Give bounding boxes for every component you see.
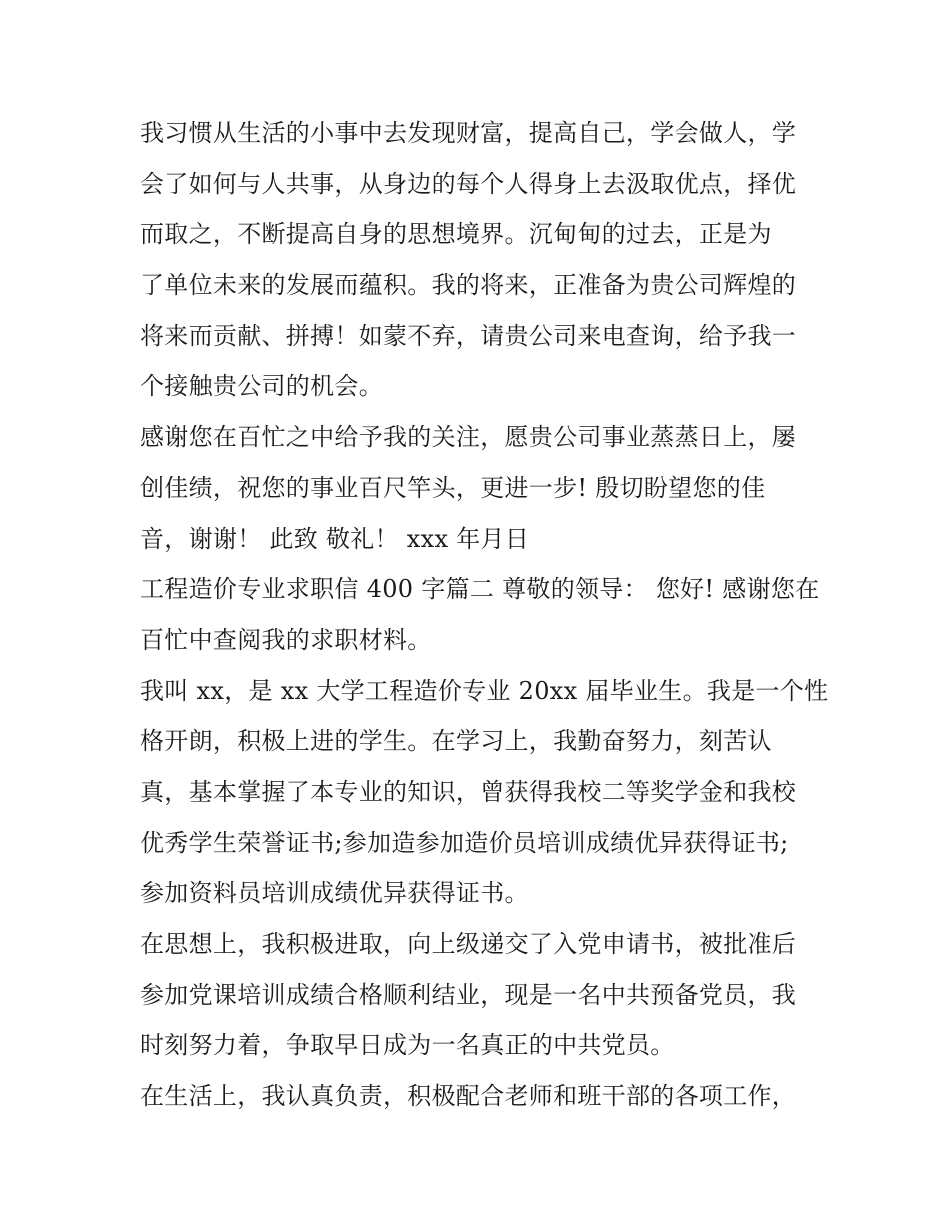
text-line: 了单位未来的发展而蕴积。我的将来，正准备为贵公司辉煌的 — [140, 271, 797, 300]
letter-body — [140, 108, 830, 1122]
text-line: 工程造价专业求职信 400 字篇二 尊敬的领导： 您好! 感谢您在 — [140, 575, 820, 604]
text-line: 我叫 xx，是 xx 大学工程造价专业 20xx 届毕业生。我是一个性 — [140, 676, 829, 705]
text-line: 感谢您在百忙之中给予我的关注，愿贵公司事业蒸蒸日上，屡 — [140, 423, 797, 452]
text-line: 真，基本掌握了本专业的知识，曾获得我校二等奖学金和我校 — [140, 777, 797, 806]
text-line: 百忙中查阅我的求职材料。 — [140, 625, 432, 654]
text-line: 优秀学生荣誉证书;参加造参加造价员培训成绩优异获得证书; — [140, 828, 789, 857]
text-line: 我习惯从生活的小事中去发现财富，提高自己，学会做人，学 — [140, 119, 797, 147]
text-line: 在思想上，我积极进取，向上级递交了入党申请书，被批准后 — [140, 930, 797, 958]
text-line: 参加资料员培训成绩优异获得证书。 — [140, 879, 529, 908]
text-line: 创佳绩，祝您的事业百尺竿头，更进一步! 殷切盼望您的佳 — [140, 473, 766, 502]
text-line: 会了如何与人共事，从身边的每个人得身上去汲取优点，择优 — [140, 169, 797, 198]
text-line: 而取之，不断提高自身的思想境界。沉甸甸的过去，正是为 — [140, 220, 772, 249]
text-line: 参加党课培训成绩合格顺利结业，现是一名中共预备党员，我 — [140, 980, 797, 1009]
text-line: 音，谢谢！ 此致 敬礼！ xxx 年月日 — [140, 524, 530, 553]
text-line: 格开朗，积极上进的学生。在学习上，我勤奋努力，刻苦认 — [140, 727, 772, 756]
text-line: 个接触贵公司的机会。 — [140, 372, 383, 401]
text-line: 时刻努力着，争取早日成为一名真正的中共党员。 — [140, 1031, 675, 1060]
text-line: 将来而贡献、拼搏！如蒙不弃，请贵公司来电查询，给予我一 — [140, 321, 797, 350]
text-line: 在生活上，我认真负责，积极配合老师和班干部的各项工作， — [140, 1082, 797, 1111]
